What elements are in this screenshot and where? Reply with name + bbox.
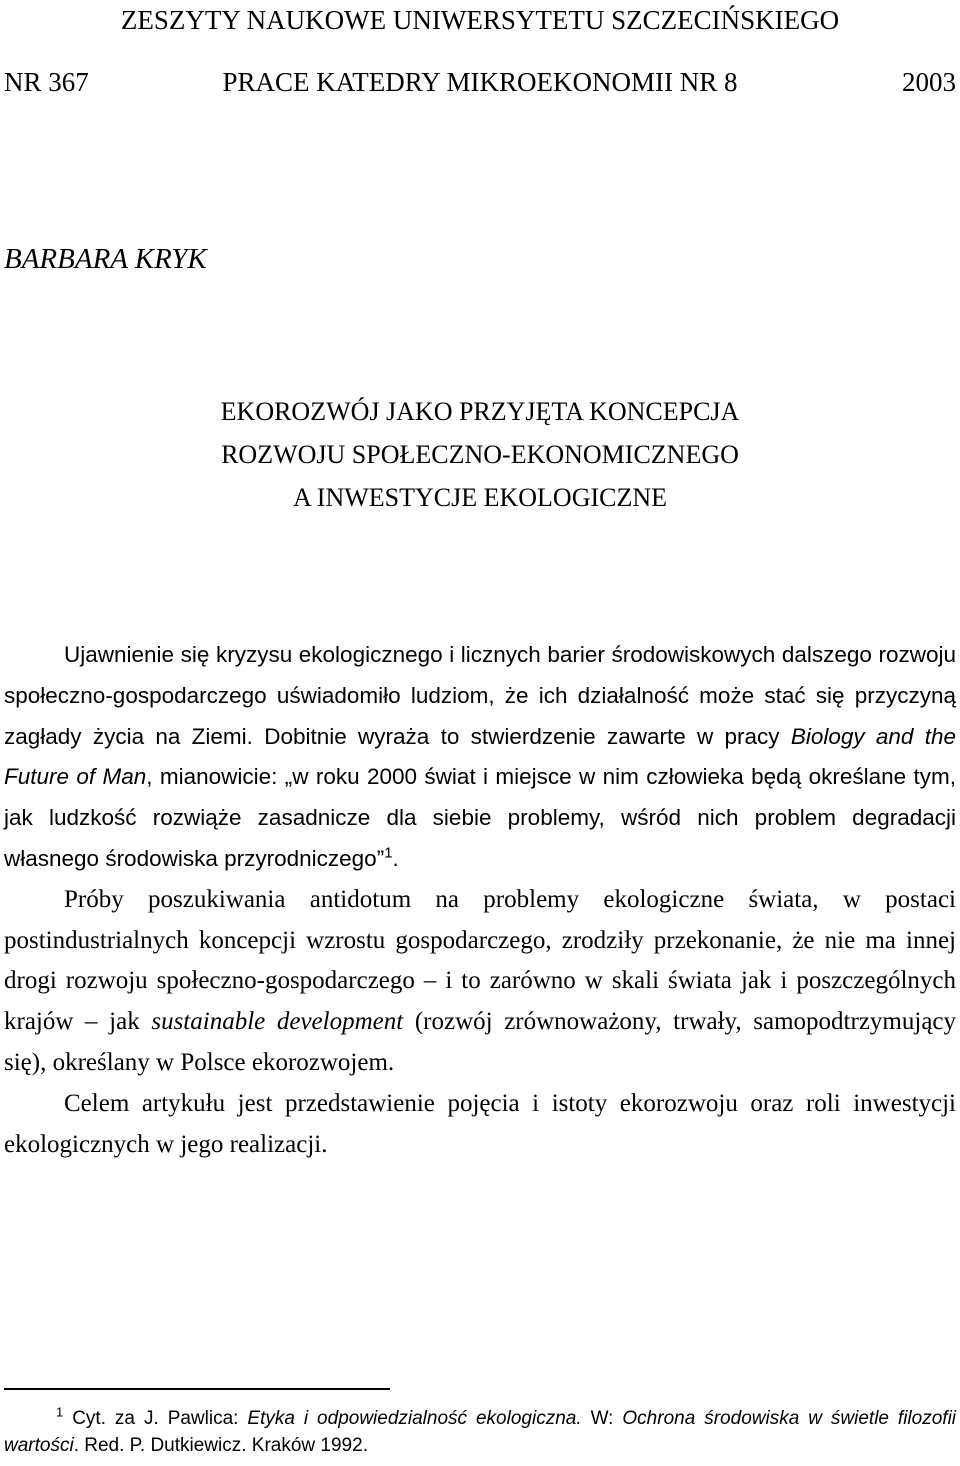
article-title-line-2: ROZWOJU SPOŁECZNO-EKONOMICZNEGO xyxy=(221,440,739,469)
cited-work-title: Biology and the Future of Man xyxy=(4,723,956,790)
footnote-divider xyxy=(4,1388,390,1390)
footnote-source-title: Ochrona środowiska w świetle filozofii wartości xyxy=(4,1408,957,1456)
footnote-reference: 1 xyxy=(384,844,393,862)
issue-line xyxy=(4,64,956,100)
footnote-number: 1 xyxy=(56,1404,64,1420)
issue-number: NR 367 xyxy=(4,67,89,97)
footnote-suffix: . Red. P. Dutkiewicz. Kraków 1992. xyxy=(73,1435,368,1456)
paragraph-intro-quote: , mianowicie: „w roku 2000 świat i miejsce w nim człowieka będą określane tym, jak ludzkość rozwiąże zasadnicze dla siebie problemy, wśród nich problem degradacji własnego środowiska przyrodniczego” xyxy=(4,764,956,871)
paragraph-sustainable-development xyxy=(4,880,956,1084)
author-name: BARBARA KRYK xyxy=(4,243,207,275)
article-title-line-3: A INWESTYCJE EKOLOGICZNE xyxy=(292,483,668,512)
article-title-line-1: EKOROZWÓJ JAKO PRZYJĘTA KONCEPCJA xyxy=(220,397,740,426)
sustainable-development-term: sustainable development xyxy=(151,1008,404,1036)
issue-year: 2003 xyxy=(902,67,956,97)
footnote-prefix: Cyt. za J. Pawlica: xyxy=(72,1408,248,1429)
paragraph-intro xyxy=(4,635,956,880)
article-title xyxy=(4,390,956,519)
footnote xyxy=(4,1405,956,1459)
article-body xyxy=(4,635,956,1165)
paragraph-article-aim xyxy=(4,1084,956,1166)
paragraph-intro-text-start: Ujawnienie się kryzysu ekologicznego i licznych barier środowiskowych dalszego rozwoju społeczno-gospodarczego uświadomiło ludziom, że ich działalność może stać się przyczyną zagłady życia na Ziemi. Dobitnie wyraża to stwierdzenie zawarte w pracy xyxy=(4,642,956,749)
footnote-work-title: Etyka i odpowiedzialność ekologiczna. xyxy=(247,1408,582,1429)
paragraph-three-text: Celem artykułu jest przedstawienie pojęcia i istoty ekorozwoju oraz roli inwestycji ekologicznych w jego realizacji. xyxy=(4,1089,956,1158)
paragraph-two-text-end: (rozwój zrównoważony, trwały, samopodtrzymujący się), określany w Polsce ekorozwojem. xyxy=(4,1008,957,1076)
journal-title: ZESZYTY NAUKOWE UNIWERSYTETU SZCZECIŃSKIEGO xyxy=(120,5,840,35)
footnote-middle: W: xyxy=(581,1408,623,1429)
paragraph-two-text-start: Próby poszukiwania antidotum na problemy ekologiczne świata, w postaci postindustrialnych koncepcji wzrostu gospodarczego, zrodziły przekonanie, że nie ma innej drogi rozwoju społeczno-gospodarczego – i to zarówno w skali świata jak i poszczególnych krajów – jak xyxy=(4,885,956,1036)
paragraph-intro-end: . xyxy=(392,845,399,871)
series-title: PRACE KATEDRY MIKROEKONOMII NR 8 xyxy=(222,67,738,97)
